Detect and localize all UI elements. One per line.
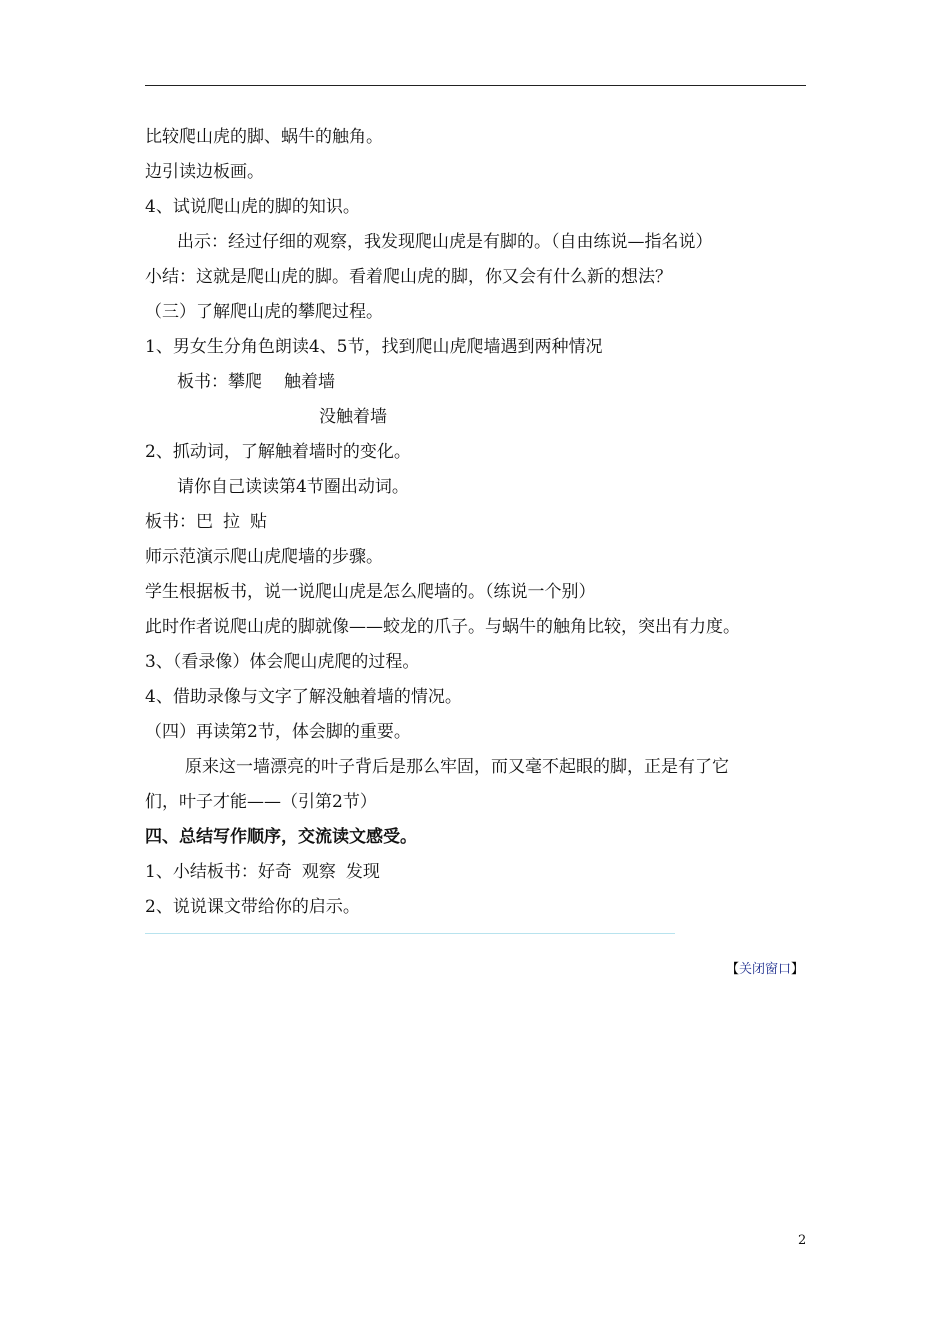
paragraph-line: 2、说说课文带给你的启示。 — [145, 897, 360, 917]
paragraph-line: 原来这一墙漂亮的叶子背后是那么牢固，而又毫不起眼的脚，正是有了它 — [185, 757, 729, 777]
paragraph-line: 3、（看录像）体会爬山虎爬的过程。 — [145, 652, 420, 672]
paragraph-line: 此时作者说爬山虎的脚就像——蛟龙的爪子。与蜗牛的触角比较，突出有力度。 — [145, 617, 740, 637]
section-heading: 四、总结写作顺序，交流读文感受。 — [145, 827, 417, 847]
board-writing-line — [145, 365, 806, 400]
board-writing-item: 没触着墙 — [319, 407, 387, 427]
section-heading: （四）再读第2节，体会脚的重要。 — [145, 722, 411, 742]
paragraph-line: 请你自己读读第4节圈出动词。 — [177, 477, 409, 497]
paragraph-line: 4、借助录像与文字了解没触着墙的情况。 — [145, 687, 462, 707]
board-writing-item: 发现 — [345, 862, 380, 882]
header-rule — [145, 85, 806, 86]
board-writing-item: 观察 — [301, 862, 336, 882]
paragraph-line: 小结：这就是爬山虎的脚。看着爬山虎的脚，你又会有什么新的想法？ — [145, 267, 672, 287]
board-writing-line — [145, 855, 806, 890]
paragraph-line: 师示范演示爬山虎爬墙的步骤。 — [145, 547, 383, 567]
paragraph-line: 1、男女生分角色朗读4、5节，找到爬山虎爬墙遇到两种情况 — [145, 337, 603, 357]
paragraph-line: 比较爬山虎的脚、蜗牛的触角。 — [145, 127, 383, 147]
board-writing-item: 触着墙 — [284, 372, 335, 392]
document-body — [145, 120, 806, 925]
paragraph-line: 4、试说爬山虎的脚的知识。 — [145, 197, 360, 217]
paragraph-line: 出示：经过仔细的观察，我发现爬山虎是有脚的。（自由练说—指名说） — [177, 232, 713, 252]
board-writing-item: 贴 — [250, 512, 267, 532]
page-number: 2 — [798, 1233, 807, 1248]
paragraph-line: 学生根据板书，说一说爬山虎是怎么爬墙的。（练说一个别） — [145, 582, 596, 602]
board-writing-label: 板书：巴 — [145, 512, 213, 532]
bracket-left: 【 — [725, 962, 739, 977]
close-window-link[interactable] — [726, 960, 804, 980]
board-writing-line — [145, 505, 806, 540]
paragraph-line: 边引读边板画。 — [145, 162, 264, 182]
board-writing-label: 板书：攀爬 — [177, 372, 262, 392]
board-writing-item: 拉 — [223, 512, 240, 532]
paragraph-line: 2、抓动词，了解触着墙时的变化。 — [145, 442, 411, 462]
close-window-label[interactable]: 关闭窗口 — [738, 962, 791, 977]
bracket-right: 】 — [790, 962, 804, 977]
section-heading: （三）了解爬山虎的攀爬过程。 — [145, 302, 383, 322]
board-writing-label: 1、小结板书：好奇 — [145, 862, 292, 882]
paragraph-line: 们，叶子才能——（引第2节） — [145, 792, 377, 812]
content-end-rule — [145, 933, 675, 934]
